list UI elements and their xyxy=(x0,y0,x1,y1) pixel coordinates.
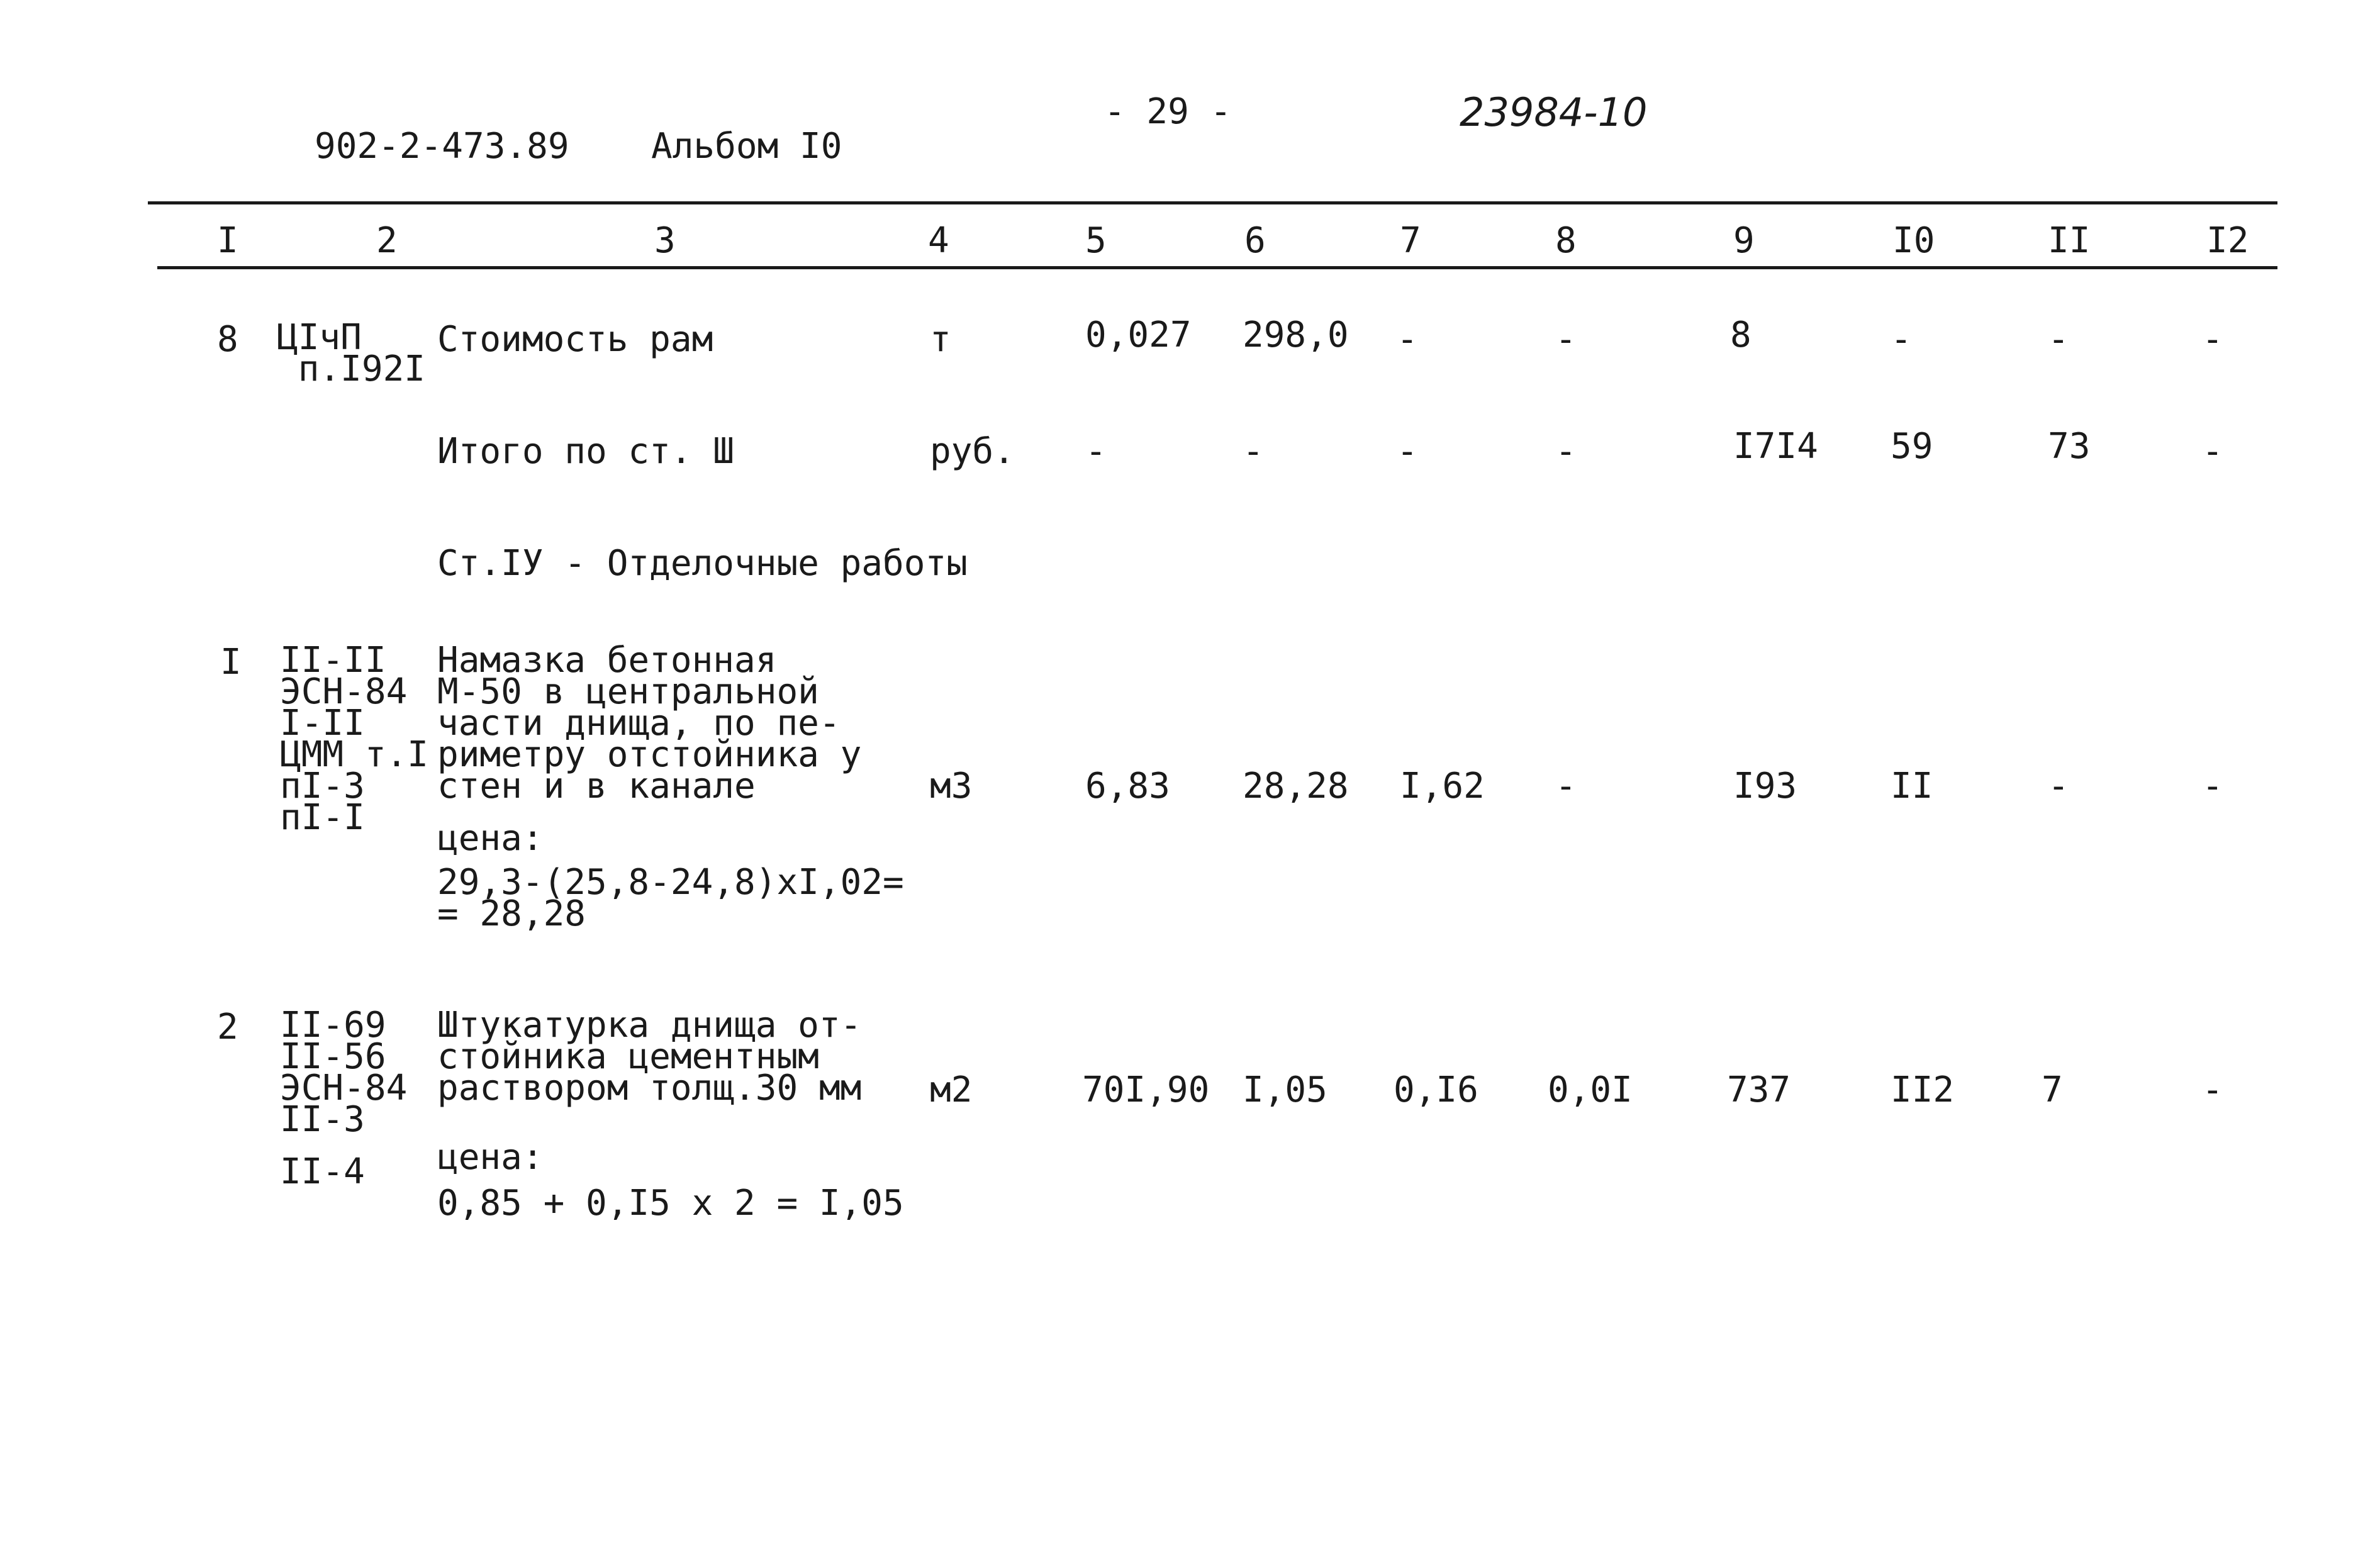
row-1-unit: м3 xyxy=(930,766,973,807)
row-8-col11: - xyxy=(2048,319,2069,360)
col-header-3: 3 xyxy=(654,220,676,261)
total-col11: 73 xyxy=(2048,426,2091,467)
row-2-col10: II2 xyxy=(1891,1070,1955,1110)
row-8-unit: т xyxy=(930,319,951,360)
col-header-12: I2 xyxy=(2206,220,2249,261)
row-8-col6: 298,0 xyxy=(1243,315,1349,355)
row-8-col8: - xyxy=(1555,319,1577,360)
row-1-desc: Намазка бетонная М-50 в центральной части днища, по пе- риметру отстойника у стен и в канале xyxy=(437,640,862,807)
total-col5: - xyxy=(1085,431,1107,472)
row-1-col7: I,62 xyxy=(1400,766,1485,807)
row-1-col12: - xyxy=(2202,766,2223,807)
col-header-4: 4 xyxy=(928,220,949,261)
col-header-10: I0 xyxy=(1892,220,1935,261)
row-8-col7: - xyxy=(1397,319,1418,360)
row-8-col5: 0,027 xyxy=(1085,315,1192,355)
row-8-code: ЦIчП п.I92I xyxy=(277,317,426,389)
col-header-9: 9 xyxy=(1733,220,1755,261)
row-2-price-calc: 0,85 + 0,I5 х 2 = I,05 xyxy=(437,1183,904,1224)
col-header-7: 7 xyxy=(1400,220,1421,261)
row-2-col9: 737 xyxy=(1727,1070,1791,1110)
document-code: 902-2-473.89 xyxy=(315,126,569,167)
col-header-2: 2 xyxy=(376,220,398,261)
total-unit: руб. xyxy=(930,431,1015,472)
total-col9: I7I4 xyxy=(1733,426,1818,467)
total-col6: - xyxy=(1243,431,1264,472)
row-1-col10: II xyxy=(1891,766,1933,807)
col-header-11: II xyxy=(2048,220,2091,261)
row-1-col5: 6,83 xyxy=(1085,766,1170,807)
row-2-desc: Штукатурка днища от- стойника цементным раствором толщ.30 мм xyxy=(437,1005,862,1109)
row-1-col8: - xyxy=(1555,766,1577,807)
row-1-price-label: цена: xyxy=(437,818,544,859)
row-2-num: 2 xyxy=(217,1007,238,1047)
row-8-desc: Стоимость рам xyxy=(437,319,713,360)
row-1-code: II-II ЭСН-84 I-II ЦММ т.I пI-3 пI-I xyxy=(280,640,429,838)
row-2-col11: 7 xyxy=(2042,1070,2063,1110)
total-col7: - xyxy=(1397,431,1418,472)
total-col8: - xyxy=(1555,431,1577,472)
row-1-col6: 28,28 xyxy=(1243,766,1349,807)
section-title: Ст.IУ - Отделочные работы xyxy=(437,543,968,584)
row-2-col7: 0,I6 xyxy=(1394,1070,1478,1110)
row-1-col11: - xyxy=(2048,766,2069,807)
row-2-col12: - xyxy=(2202,1070,2223,1110)
page-number: - 29 - xyxy=(1104,91,1232,132)
total-label: Итого по ст. Ш xyxy=(437,431,735,472)
total-col10: 59 xyxy=(1891,426,1933,467)
row-8-num: 8 xyxy=(217,319,238,360)
row-1-price-calc: 29,3-(25,8-24,8)хI,02= = 28,28 xyxy=(437,862,904,934)
col-header-5: 5 xyxy=(1085,220,1107,261)
row-2-code-extra: II-4 xyxy=(280,1151,365,1192)
row-2-unit: м2 xyxy=(930,1070,973,1110)
total-col12: - xyxy=(2202,431,2223,472)
col-header-8: 8 xyxy=(1555,220,1577,261)
header-bottom-rule xyxy=(157,266,2277,269)
row-2-col6: I,05 xyxy=(1243,1070,1327,1110)
row-8-col9: 8 xyxy=(1730,315,1751,355)
row-2-col8: 0,0I xyxy=(1548,1070,1633,1110)
handwritten-number: 23984-10 xyxy=(1460,89,1648,135)
col-header-1: I xyxy=(217,220,238,261)
row-2-col5: 70I,90 xyxy=(1082,1070,1210,1110)
row-1-num: I xyxy=(220,642,242,683)
row-8-col10: - xyxy=(1891,319,1912,360)
header-top-rule xyxy=(148,201,2277,204)
row-2-price-label: цена: xyxy=(437,1137,544,1178)
album-label: Альбом I0 xyxy=(651,126,842,167)
row-8-col12: - xyxy=(2202,319,2223,360)
col-header-6: 6 xyxy=(1244,220,1266,261)
row-2-code: II-69 II-56 ЭСН-84 II-3 xyxy=(280,1005,408,1140)
row-1-col9: I93 xyxy=(1733,766,1797,807)
